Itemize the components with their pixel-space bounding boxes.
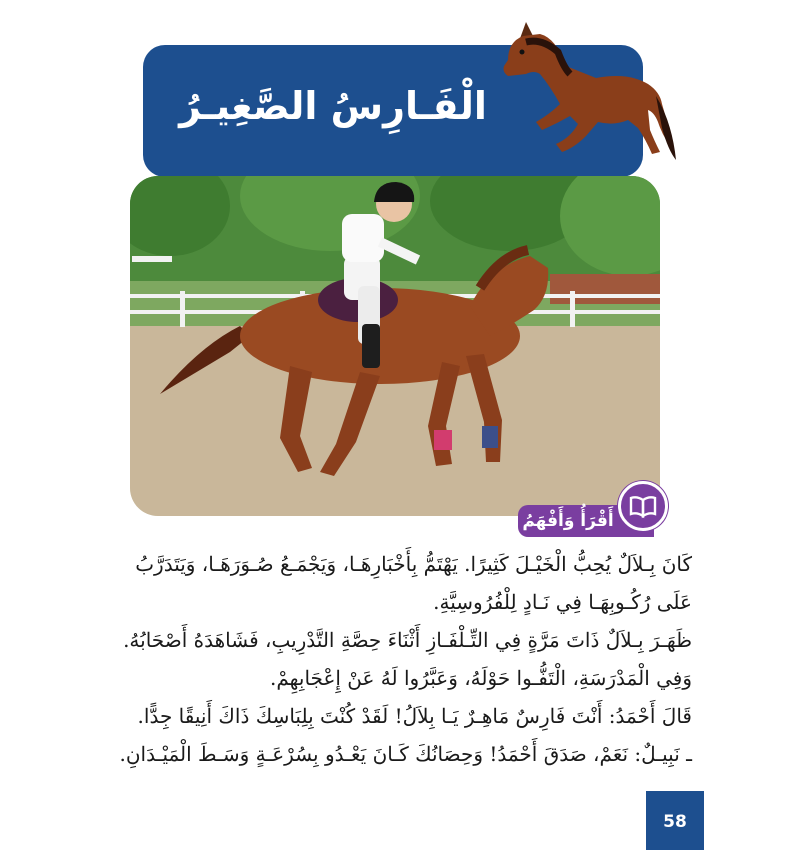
story-line: كَانَ بِـلاَلٌ يُحِبُّ الْخَيْـلَ كَثِيرًا. يَهْتَمُّ بِأَخْبَارِهَـا، وَيَجْمَـعُ صُـوَرَهَـا، وَيَتَدَرَّبُ — [135, 552, 692, 576]
story-line: وَفِي الْمَدْرَسَةِ، الْتَفُّـوا حَوْلَهُ، وَعَبَّرُوا لَهُ عَنْ إِعْجَابِهِمْ. — [269, 666, 692, 690]
horse-icon — [478, 12, 678, 172]
story-line: ظَهَـرَ بِـلاَلٌ ذَاتَ مَرَّةٍ فِي التِّـلْفَـازِ أَثْنَاءَ حِصَّةِ التَّدْرِيبِ، فَشَاهَدَهُ أَصْحَابُهُ. — [123, 628, 692, 652]
page-title: الْفَـارِسُ الصَّغِيـرُ — [179, 84, 487, 128]
horse-rider-photo — [130, 176, 660, 516]
story-line: ـ نَبِيـلٌ: نَعَمْ، صَدَقَ أَحْمَدُ! وَحِصَانُكَ كَـانَ يَعْـدُو بِسُرْعَـةٍ وَسَـطَ الْمَيْـدَانِ. — [119, 742, 692, 766]
story-text — [119, 545, 692, 773]
open-book-icon — [618, 481, 668, 531]
story-line: قَالَ أَحْمَدُ: أَنْتَ فَارِسٌ مَاهِـرٌ يَـا بِلاَلُ! لَقَدْ كُنْتَ بِلِبَاسِكَ ذَاكَ أَنِيقًا جِدًّا. — [137, 704, 692, 728]
section-badge-label: أَقْرَأُ وَأَفْهَمُ — [522, 511, 614, 531]
page-number: 58 — [663, 812, 687, 832]
story-line: عَلَى رُكُـوبِهَـا فِي نَـادٍ لِلْفُرُوسِيَّةِ. — [433, 590, 692, 614]
